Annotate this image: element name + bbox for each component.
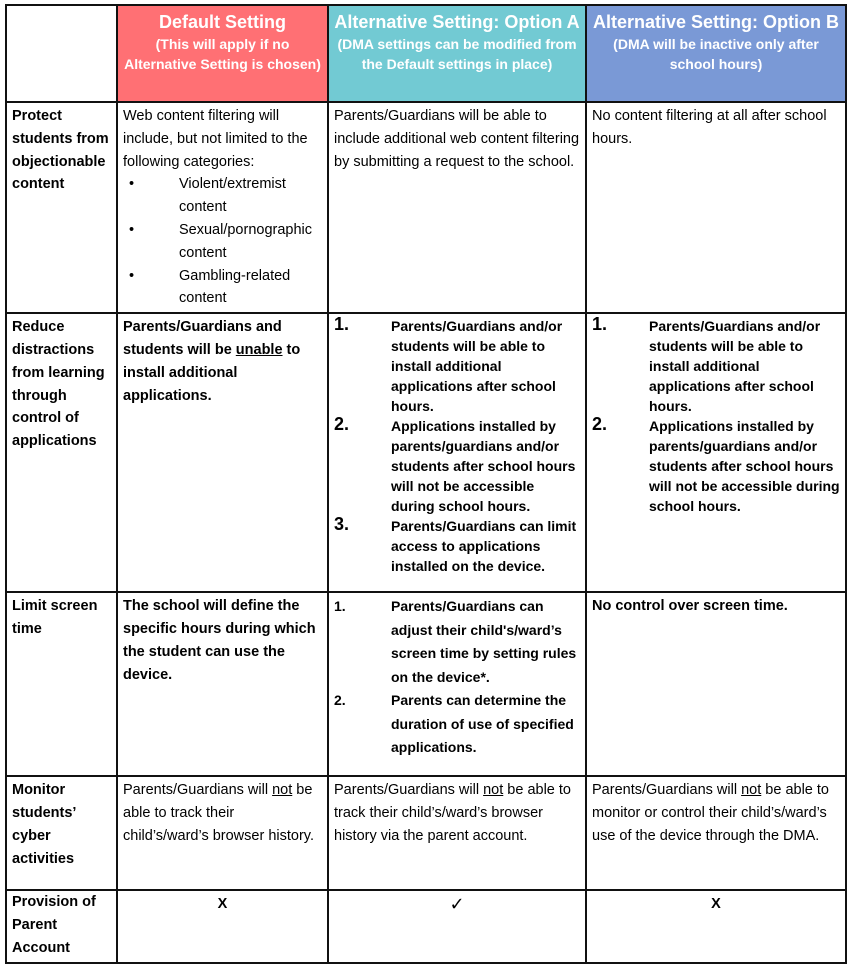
cross-icon: X: [586, 890, 846, 962]
default-cell: Parents/Guardians and students will be unable to install additional applications.: [117, 313, 328, 592]
cell-intro: Web content filtering will include, but not limited to the following categories:: [123, 108, 308, 170]
header-title: Default Setting: [158, 12, 286, 32]
default-cell: Parents/Guardians will not be able to track their child’s/ward’s browser history.: [117, 776, 328, 890]
header-default-setting: [117, 5, 328, 102]
option-a-cell: Parents/Guardians will be able to include additional web content filtering by submitting a request to the school.: [328, 102, 586, 313]
list-item: 3. Parents/Guardians can limit access to applications installed on the device.: [334, 514, 577, 575]
header-option-b: [586, 5, 846, 102]
option-a-cell: Parents/Guardians will not be able to track their child’s/ward’s browser history via the parent account.: [328, 776, 586, 890]
row-label: Limit screen time: [6, 592, 117, 776]
list-item: 1. Parents/Guardians can adjust their child's/ward’s screen time by setting rules on the device*.: [334, 598, 577, 685]
header-row: [6, 5, 846, 102]
bullet-icon: •: [129, 267, 135, 284]
header-corner-cell: [6, 5, 117, 102]
header-subtitle: (DMA will be inactive only after school hours): [613, 36, 819, 72]
header-subtitle: (DMA settings can be modified from the Default settings in place): [337, 36, 577, 72]
default-cell: [117, 102, 328, 313]
bullet-icon: •: [129, 221, 135, 238]
list-item: 2. Applications installed by parents/guardians and/or students after school hours will not be accessible during school hours.: [592, 414, 840, 515]
emphasis-text: not: [483, 782, 504, 799]
default-cell: The school will define the specific hours during which the student can use the device.: [117, 592, 328, 776]
list-item: 2. Applications installed by parents/guardians and/or students after school hours will not be accessible during school hours.: [334, 414, 576, 515]
table-row-parent-account: [6, 890, 846, 962]
row-label: Monitor students’ cyber activities: [6, 776, 117, 890]
list-item: 1. Parents/Guardians and/or students will be able to install additional applications after school hours.: [592, 314, 821, 415]
option-b-cell: No content filtering at all after school hours.: [586, 102, 846, 313]
list-item: • Gambling-related content: [123, 265, 322, 311]
settings-comparison-table: [5, 4, 847, 964]
list-item: • Sexual/pornographic content: [123, 219, 322, 265]
cross-icon: X: [117, 890, 328, 962]
row-label: Provision of Parent Account: [6, 890, 117, 962]
list-item: 2. Parents can determine the duration of use of specified applications.: [334, 692, 574, 756]
emphasis-text: not: [272, 782, 293, 799]
option-a-cell: [328, 313, 586, 592]
row-label: Protect students from objectionable content: [6, 102, 117, 313]
list-item: 1. Parents/Guardians and/or students will be able to install additional applications after school hours.: [334, 314, 563, 415]
option-a-cell: [328, 592, 586, 776]
numbered-list: [334, 595, 580, 760]
table-row-application-control: [6, 313, 846, 592]
header-title: Alternative Setting: Option B: [592, 12, 839, 32]
table-row-content-filtering: [6, 102, 846, 313]
list-item: • Violent/extremist content: [123, 173, 322, 219]
table-row-screen-time: [6, 592, 846, 776]
option-b-cell: No control over screen time.: [586, 592, 846, 776]
check-icon: ✓: [328, 890, 586, 962]
numbered-list: [592, 316, 840, 516]
table-row-monitor-activities: [6, 776, 846, 890]
option-b-cell: [586, 313, 846, 592]
category-list: [123, 173, 322, 310]
emphasis-text: unable: [235, 341, 283, 358]
numbered-list: [334, 316, 580, 576]
header-option-a: [328, 5, 586, 102]
header-subtitle: (This will apply if no Alternative Setting is chosen): [124, 36, 321, 72]
emphasis-text: not: [741, 782, 762, 799]
option-b-cell: Parents/Guardians will not be able to monitor or control their child’s/ward’s use of the device through the DMA.: [586, 776, 846, 890]
header-title: Alternative Setting: Option A: [334, 12, 580, 32]
bullet-icon: •: [129, 176, 135, 193]
row-label: Reduce distractions from learning through control of applications: [6, 313, 117, 592]
